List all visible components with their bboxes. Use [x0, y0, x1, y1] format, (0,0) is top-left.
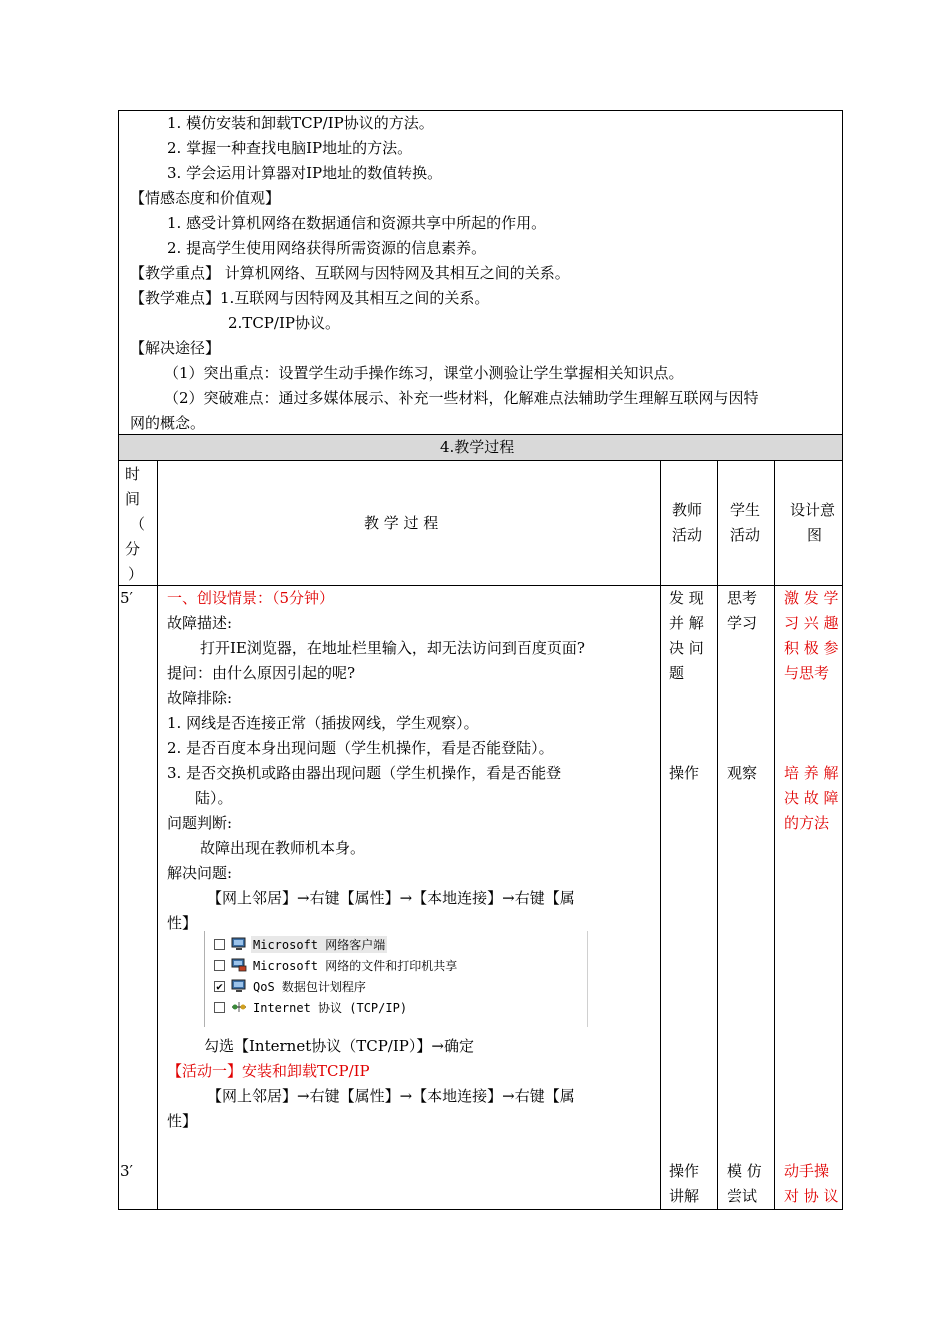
- row1-design: 激 发 学: [784, 589, 839, 607]
- row1-line: 故障排除:: [167, 689, 233, 707]
- activity-one-title: 【活动一】安装和卸载TCP/IP: [167, 1062, 370, 1080]
- header-time-4: 分: [125, 540, 141, 558]
- row2-design: 对 协 议: [784, 1187, 839, 1205]
- approach-heading: 【解决途径】: [130, 339, 221, 357]
- row1-student: 思考: [727, 589, 758, 607]
- row1-line: 3. 是否交换机或路由器出现问题（学生机操作，看是否能登: [167, 764, 562, 782]
- header-process: 教 学 过 程: [364, 514, 439, 532]
- qos-scheduler-icon: [231, 979, 247, 993]
- checkbox[interactable]: [214, 939, 225, 950]
- header-time-1: 时: [125, 465, 141, 483]
- row1-teacher: 题: [669, 664, 685, 682]
- component-label: Internet 协议 (TCP/IP): [253, 1000, 408, 1015]
- row1-design-2: 决 故 障: [784, 789, 839, 807]
- row1-line: 性】: [167, 1112, 198, 1130]
- row1-student: 学习: [727, 614, 758, 632]
- row2-student: 尝试: [727, 1187, 758, 1205]
- checkbox[interactable]: [214, 960, 225, 971]
- row1-line: 【网上邻居】→右键【属性】→【本地连接】→右键【属: [207, 1087, 575, 1105]
- row1-teacher: 发 现: [669, 589, 704, 607]
- attitude-1: 1. 感受计算机网络在数据通信和资源共享中所起的作用。: [167, 214, 547, 232]
- row1-line: 【网上邻居】→右键【属性】→【本地连接】→右键【属: [207, 889, 575, 907]
- key-point: 【教学重点】 计算机网络、互联网与因特网及其相互之间的关系。: [130, 264, 570, 282]
- row2-teacher: 讲解: [669, 1187, 700, 1205]
- row1-design: 习 兴 趣: [784, 614, 839, 632]
- attitude-2: 2. 提高学生使用网络获得所需资源的信息素养。: [167, 239, 487, 257]
- row1-teacher: 决 问: [669, 639, 704, 657]
- row2-student: 模 仿: [727, 1162, 762, 1180]
- header-student-2: 活动: [730, 526, 761, 544]
- row1-line: 陆）。: [195, 789, 233, 807]
- row1-design-2: 的方法: [784, 814, 830, 832]
- skill-2: 2. 掌握一种查找电脑IP地址的方法。: [167, 139, 413, 157]
- row1-title: 一、创设情景：（5分钟）: [167, 589, 335, 607]
- approach-2-cont: 网的概念。: [130, 414, 206, 432]
- row1-time: 5′: [120, 589, 133, 607]
- header-time-2: 间: [125, 490, 141, 508]
- attitude-heading: 【情感态度和价值观】: [130, 189, 281, 207]
- row1-line: 勾选【Internet协议（TCP/IP）】→确定: [204, 1037, 474, 1055]
- row1-line: 性】: [167, 914, 198, 932]
- header-teacher-2: 活动: [672, 526, 703, 544]
- skill-1: 1. 模仿安装和卸载TCP/IP协议的方法。: [167, 114, 434, 132]
- row1-design: 积 极 参: [784, 639, 839, 657]
- row1-line: 打开IE浏览器，在地址栏里输入，却无法访问到百度页面?: [200, 639, 585, 657]
- component-label: QoS 数据包计划程序: [253, 979, 366, 994]
- row1-design-2: 培 养 解: [784, 764, 839, 782]
- component-label: Microsoft 网络客户端: [253, 937, 386, 952]
- row1-line: 问题判断:: [167, 814, 233, 832]
- row2-design: 动手操: [784, 1162, 830, 1180]
- component-row[interactable]: [214, 997, 409, 1017]
- row1-line: 1. 网线是否连接正常（插拔网线，学生观察）。: [167, 714, 479, 732]
- row1-teacher: 并 解: [669, 614, 704, 632]
- skill-3: 3. 学会运用计算器对IP地址的数值转换。: [167, 164, 443, 182]
- header-teacher-1: 教师: [672, 501, 703, 519]
- row1-line: 故障出现在教师机本身。: [200, 839, 366, 857]
- component-row[interactable]: [214, 955, 459, 975]
- checkbox[interactable]: ✔: [214, 981, 225, 992]
- header-time-3: （: [130, 515, 146, 533]
- row1-design: 与思考: [784, 664, 830, 682]
- header-time-5: ）: [128, 565, 144, 583]
- row1-line: 提问：由什么原因引起的呢?: [167, 664, 356, 682]
- row1-line: 2. 是否百度本身出现问题（学生机操作，看是否能登陆）。: [167, 739, 554, 757]
- row1-student-2: 观察: [727, 764, 758, 782]
- row2-time: 3′: [120, 1162, 133, 1180]
- row1-teacher-2: 操作: [669, 764, 700, 782]
- network-client-icon: [231, 937, 247, 951]
- difficulty-1: 【教学难点】1.互联网与因特网及其相互之间的关系。: [130, 289, 490, 307]
- component-row[interactable]: [214, 934, 387, 954]
- protocol-icon: [231, 1000, 247, 1014]
- difficulty-2: 2.TCP/IP协议。: [228, 314, 340, 332]
- approach-2: （2）突破难点：通过多媒体展示、补充一些材料，化解难点法辅助学生理解互联网与因特: [164, 389, 759, 407]
- row2-teacher: 操作: [669, 1162, 700, 1180]
- section-title: 4.教学过程: [440, 438, 515, 456]
- component-label: Microsoft 网络的文件和打印机共享: [253, 958, 458, 973]
- header-design-1: 设计意: [790, 501, 836, 519]
- header-design-2: 图: [807, 526, 823, 544]
- checkbox[interactable]: [214, 1002, 225, 1013]
- row1-line: 解决问题:: [167, 864, 233, 882]
- component-row[interactable]: [214, 976, 368, 996]
- approach-1: （1）突出重点：设置学生动手操作练习，课堂小测验让学生掌握相关知识点。: [164, 364, 684, 382]
- header-student-1: 学生: [730, 501, 761, 519]
- network-components-list: [204, 931, 588, 1027]
- file-printer-sharing-icon: [231, 958, 247, 972]
- row1-line: 故障描述:: [167, 614, 233, 632]
